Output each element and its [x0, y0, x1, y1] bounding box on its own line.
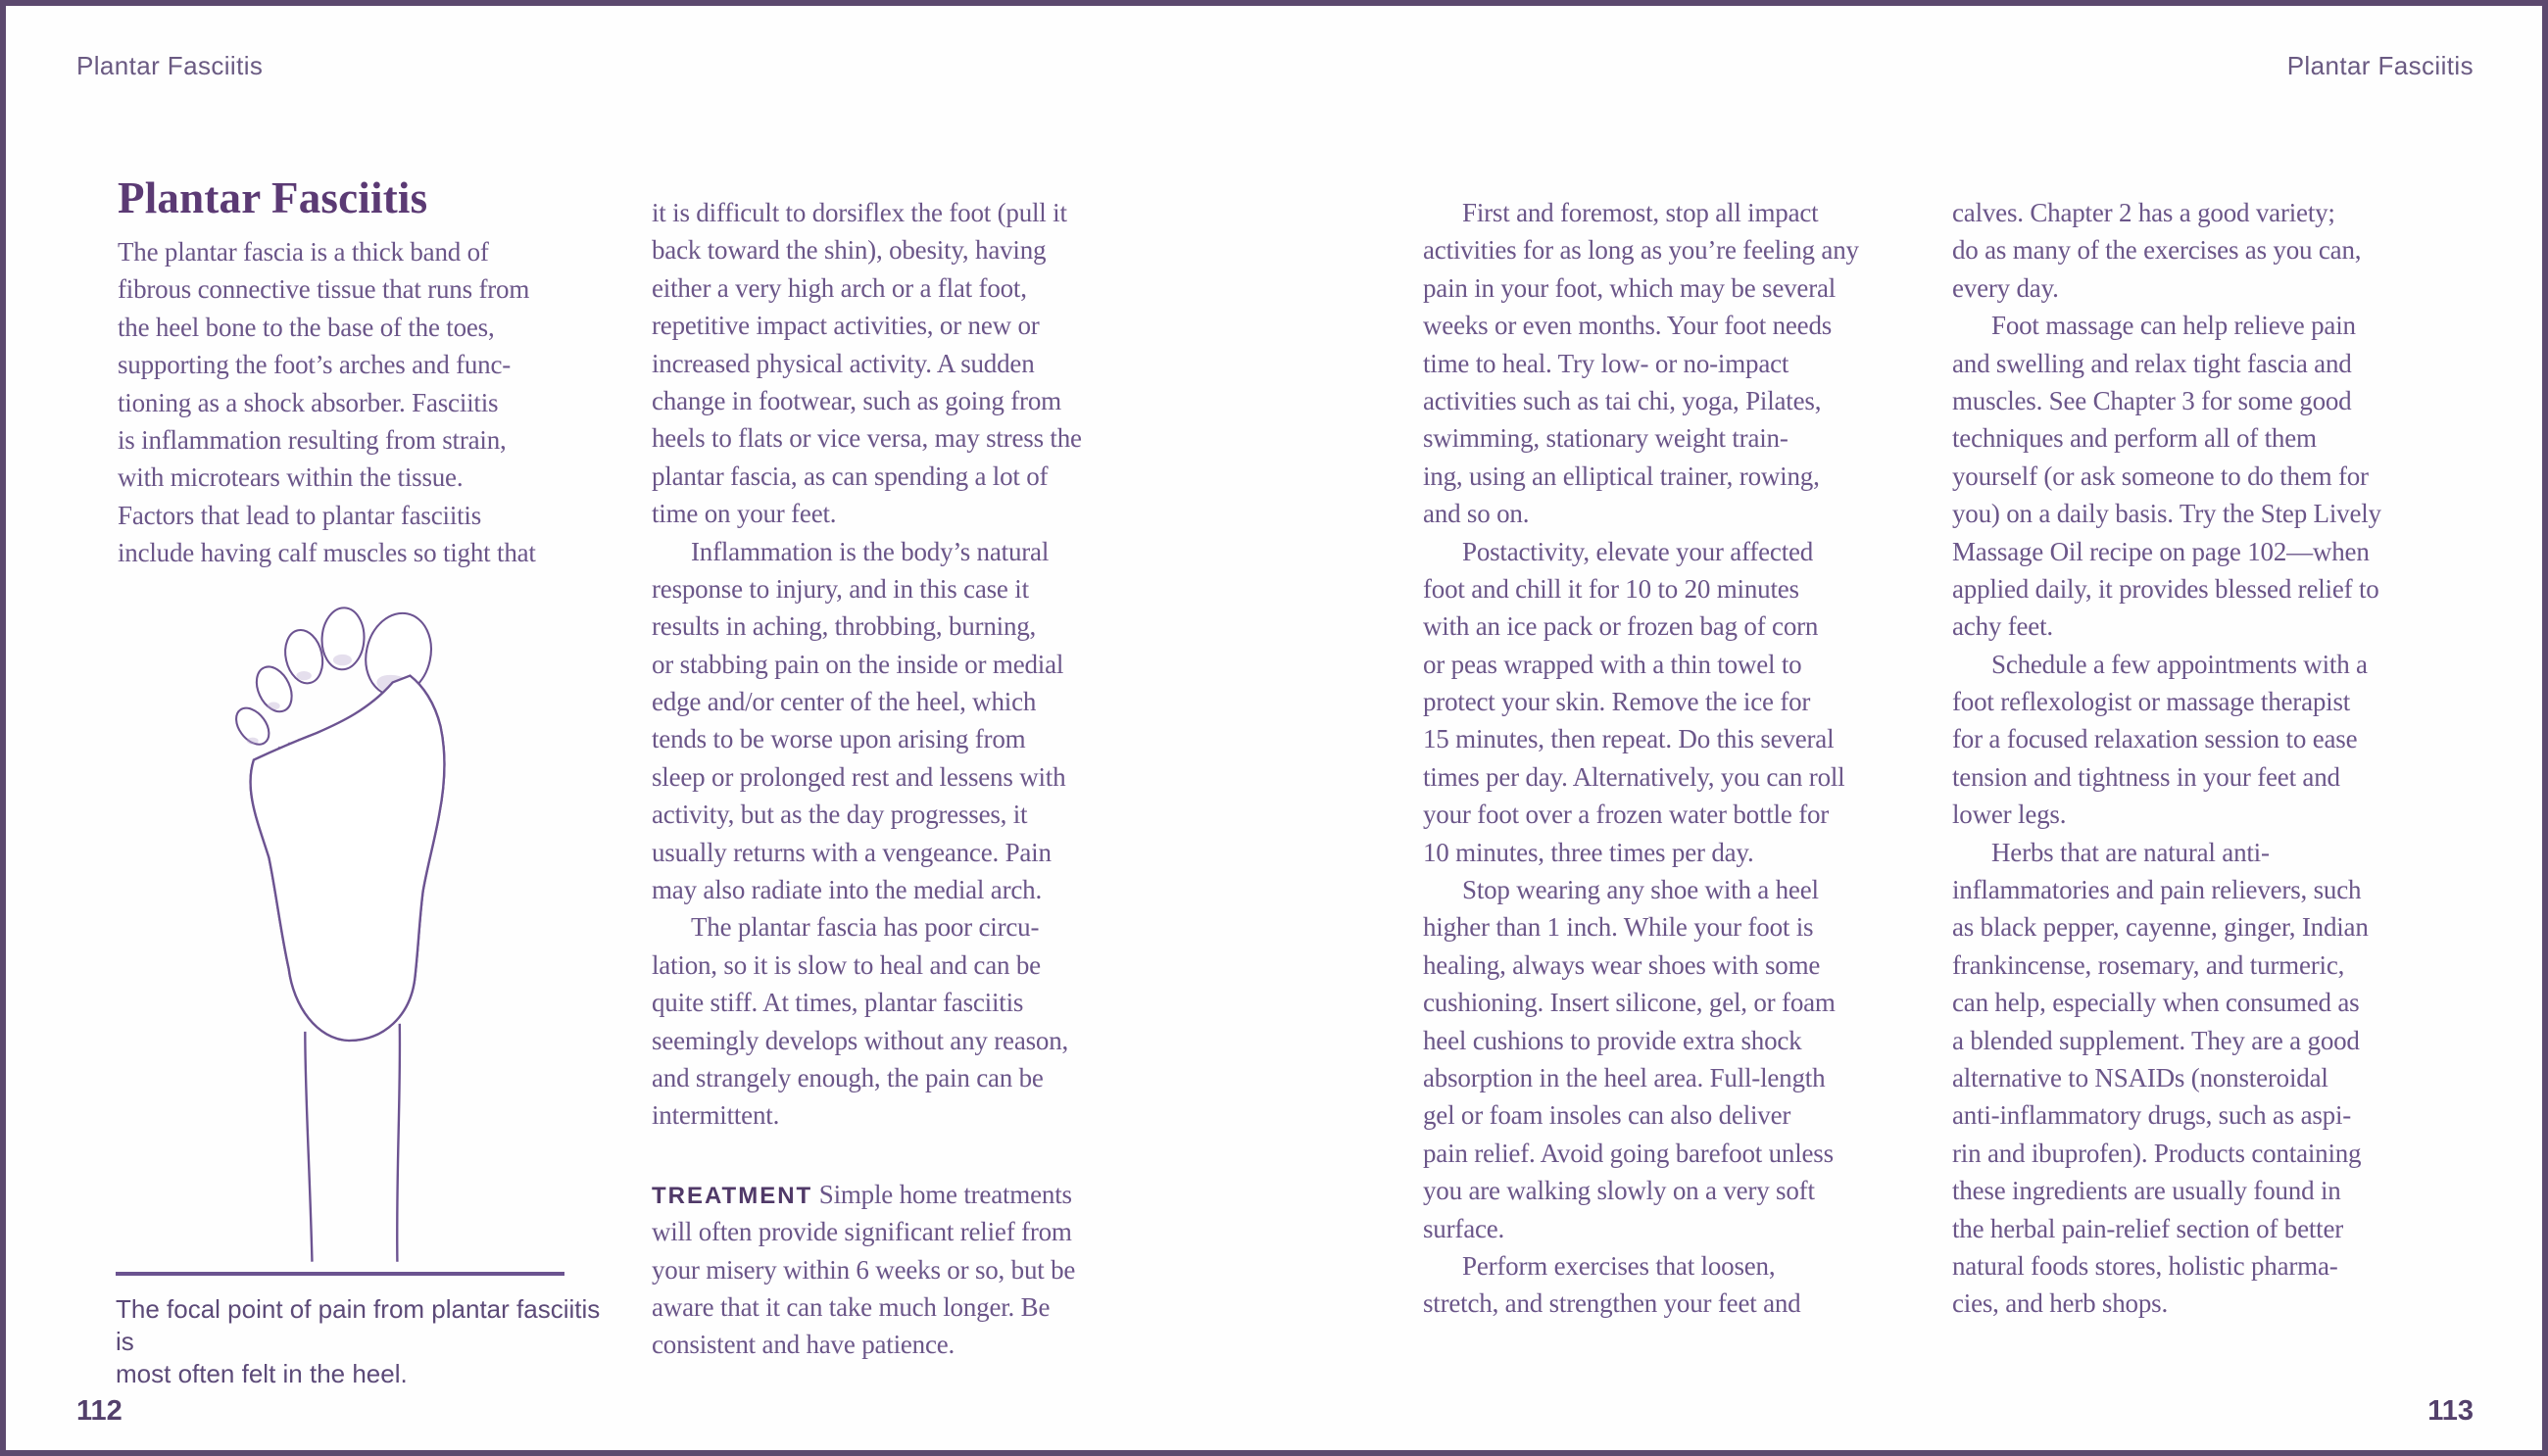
text-line: consistent and have patience.: [652, 1330, 956, 1360]
text-line: is inflammation resulting from strain,: [118, 424, 507, 455]
text-line: the herbal pain-relief section of better: [1952, 1213, 2344, 1243]
text-line: applied daily, it provides blessed relief to: [1952, 573, 2379, 604]
text-line: it is difficult to dorsiflex the foot (pull it: [652, 198, 1067, 227]
text-line: activities for as long as you’re feeling any: [1423, 235, 1859, 266]
text-line: Postactivity, elevate your affected: [1462, 536, 1814, 566]
text-line: pain in your foot, which may be several: [1423, 272, 1837, 303]
text-line: either a very high arch or a flat foot,: [652, 272, 1027, 303]
text-line: lower legs.: [1952, 800, 2067, 830]
text-line: back toward the shin), obesity, having: [652, 235, 1047, 266]
text-line: yourself (or ask someone to do them for: [1952, 461, 2369, 491]
text-line: achy feet.: [1952, 611, 2053, 642]
text-line: cies, and herb shops.: [1952, 1288, 2169, 1319]
treatment-heading: TREATMENT: [652, 1182, 813, 1209]
text-line: alternative to NSAIDs (nonsteroidal: [1952, 1062, 2328, 1092]
text-line: natural foods stores, holistic pharma-: [1952, 1250, 2338, 1281]
text-line: with an ice pack or frozen bag of corn: [1423, 611, 1819, 642]
caption-line: most often felt in the heel.: [116, 1359, 408, 1388]
text-line: and so on.: [1423, 499, 1530, 529]
text-line: or peas wrapped with a thin towel to: [1423, 649, 1802, 679]
text-line: include having calf muscles so tight that: [118, 538, 536, 568]
text-line: foot reflexologist or massage therapist: [1952, 687, 2351, 717]
text-line: fibrous connective tissue that runs from: [118, 274, 530, 305]
running-head-left: Plantar Fasciitis: [76, 51, 264, 80]
page-number-left: 112: [76, 1395, 122, 1427]
text-line: foot and chill it for 10 to 20 minutes: [1423, 573, 1799, 604]
paragraph: [652, 194, 1156, 533]
text-line: every day.: [1952, 272, 2059, 303]
text-line: will often provide significant relief from: [652, 1217, 1072, 1247]
text-line: Foot massage can help relieve pain: [1991, 311, 2356, 341]
paragraph: [1952, 834, 2457, 1323]
text-line: absorption in the heel area. Full-length: [1423, 1062, 1826, 1092]
text-line: gel or foam insoles can also deliver: [1423, 1100, 1791, 1131]
text-line: change in footwear, such as going from: [652, 385, 1061, 415]
text-line: activities such as tai chi, yoga, Pilates,: [1423, 385, 1822, 415]
text-line: Stop wearing any shoe with a heel: [1462, 875, 1819, 905]
text-line: you) on a daily basis. Try the Step Lively: [1952, 499, 2381, 529]
text-line: tioning as a shock absorber. Fasciitis: [118, 387, 499, 417]
text-line: supporting the foot’s arches and func-: [118, 350, 512, 380]
leg-contours: [305, 1024, 400, 1262]
text-line: Inflammation is the body’s natural: [691, 536, 1050, 566]
text-column-3: [1423, 194, 1928, 1323]
paragraph: [652, 1176, 1156, 1364]
text-line: techniques and perform all of them: [1952, 423, 2317, 454]
text-line: The plantar fascia is a thick band of: [118, 237, 489, 267]
text-line: tension and tightness in your feet and: [1952, 761, 2340, 792]
text-line: calves. Chapter 2 has a good variety;: [1952, 198, 2335, 227]
paragraph: [1423, 1247, 1928, 1323]
foot-illustration: [218, 602, 474, 1264]
paragraph: [1952, 194, 2457, 307]
paragraph: [1423, 871, 1928, 1247]
text-line: or stabbing pain on the inside or medial: [652, 649, 1064, 679]
article-title: Plantar Fasciitis: [118, 173, 428, 222]
text-line: Factors that lead to plantar fasciitis: [118, 500, 482, 530]
text-line: and strangely enough, the pain can be: [652, 1062, 1044, 1092]
text-column-4: [1952, 194, 2457, 1323]
text-line: as black pepper, cayenne, ginger, Indian: [1952, 912, 2369, 943]
text-line: time on your feet.: [652, 499, 837, 529]
text-line: 15 minutes, then repeat. Do this several: [1423, 724, 1835, 754]
text-line: Massage Oil recipe on page 102—when: [1952, 536, 2370, 566]
text-line: healing, always wear shoes with some: [1423, 949, 1821, 980]
text-line: The plantar fascia has poor circu-: [691, 912, 1040, 943]
text-line: Herbs that are natural anti-: [1991, 837, 2270, 867]
text-line: muscles. See Chapter 3 for some good: [1952, 385, 2352, 415]
text-line: tends to be worse upon arising from: [652, 724, 1026, 754]
text-line: Perform exercises that loosen,: [1462, 1250, 1776, 1281]
text-line: can help, especially when consumed as: [1952, 988, 2360, 1018]
text-line: rin and ibuprofen). Products containing: [1952, 1138, 2362, 1168]
text-line: lation, so it is slow to heal and can be: [652, 949, 1041, 980]
text-line: usually returns with a vengeance. Pain: [652, 837, 1052, 867]
paragraph: [1423, 194, 1928, 533]
text-line: cushioning. Insert silicone, gel, or foam: [1423, 988, 1836, 1018]
text-column-2: [652, 194, 1156, 1364]
text-line: times per day. Alternatively, you can roll: [1423, 761, 1845, 792]
text-line: inflammatories and pain relievers, such: [1952, 875, 2362, 905]
text-line: higher than 1 inch. While your foot is: [1423, 912, 1814, 943]
text-line: results in aching, throbbing, burning,: [652, 611, 1037, 642]
text-line: your foot over a frozen water bottle for: [1423, 800, 1830, 830]
text-line: and swelling and relax tight fascia and: [1952, 348, 2352, 378]
text-line: time to heal. Try low- or no-impact: [1423, 348, 1789, 378]
text-line: protect your skin. Remove the ice for: [1423, 687, 1811, 717]
page-number-right: 113: [2427, 1395, 2474, 1427]
text-line: plantar fascia, as can spending a lot of: [652, 461, 1049, 491]
text-line: aware that it can take much longer. Be: [652, 1291, 1051, 1322]
figure-caption: [116, 1293, 606, 1390]
paragraph: [1423, 533, 1928, 872]
text-line: swimming, stationary weight train-: [1423, 423, 1788, 454]
text-line: stretch, and strengthen your feet and: [1423, 1288, 1801, 1319]
text-line: frankincense, rosemary, and turmeric,: [1952, 949, 2345, 980]
text-line: anti-inflammatory drugs, such as aspi-: [1952, 1100, 2352, 1131]
text-column-1: [118, 233, 622, 572]
text-line: TREATMENT Simple home treatments: [652, 1179, 1072, 1209]
text-line: heels to flats or vice versa, may stress the: [652, 423, 1082, 454]
caption-rule: [116, 1272, 564, 1276]
text-line: intermittent.: [652, 1100, 780, 1131]
text-line: may also radiate into the medial arch.: [652, 875, 1042, 905]
text-line: do as many of the exercises as you can,: [1952, 235, 2362, 266]
text-line: repetitive impact activities, or new or: [652, 311, 1040, 341]
paragraph: [1952, 307, 2457, 646]
text-line: Schedule a few appointments with a: [1991, 649, 2368, 679]
text-line: seemingly develops without any reason,: [652, 1025, 1069, 1055]
text-line: you are walking slowly on a very soft: [1423, 1176, 1815, 1206]
text-line: 10 minutes, three times per day.: [1423, 837, 1754, 867]
text-line: these ingredients are usually found in: [1952, 1176, 2341, 1206]
text-line: for a focused relaxation session to ease: [1952, 724, 2358, 754]
paragraph: [1952, 646, 2457, 834]
text-line: edge and/or center of the heel, which: [652, 687, 1037, 717]
text-line: sleep or prolonged rest and lessens with: [652, 761, 1066, 792]
text-line: ing, using an elliptical trainer, rowing,: [1423, 461, 1820, 491]
paragraph: [652, 533, 1156, 909]
text-line: increased physical activity. A sudden: [652, 348, 1035, 378]
text-line: your misery within 6 weeks or so, but be: [652, 1254, 1076, 1285]
text-line: response to injury, and in this case it: [652, 573, 1029, 604]
text-line: heel cushions to provide extra shock: [1423, 1025, 1802, 1055]
text-line: the heel bone to the base of the toes,: [118, 312, 495, 342]
text-line: with microtears within the tissue.: [118, 462, 464, 493]
text-line: pain relief. Avoid going barefoot unless: [1423, 1138, 1834, 1168]
text-line: First and foremost, stop all impact: [1462, 198, 1819, 227]
text-line: quite stiff. At times, plantar fasciitis: [652, 988, 1024, 1018]
running-head-right: Plantar Fasciitis: [2286, 51, 2474, 80]
paragraph: [652, 908, 1156, 1134]
text-line: activity, but as the day progresses, it: [652, 800, 1028, 830]
paragraph: [118, 233, 622, 572]
caption-line: The focal point of pain from plantar fasciitis is: [116, 1294, 601, 1356]
text-line: surface.: [1423, 1213, 1505, 1243]
text-line: weeks or even months. Your foot needs: [1423, 311, 1833, 341]
text-line: a blended supplement. They are a good: [1952, 1025, 2360, 1055]
